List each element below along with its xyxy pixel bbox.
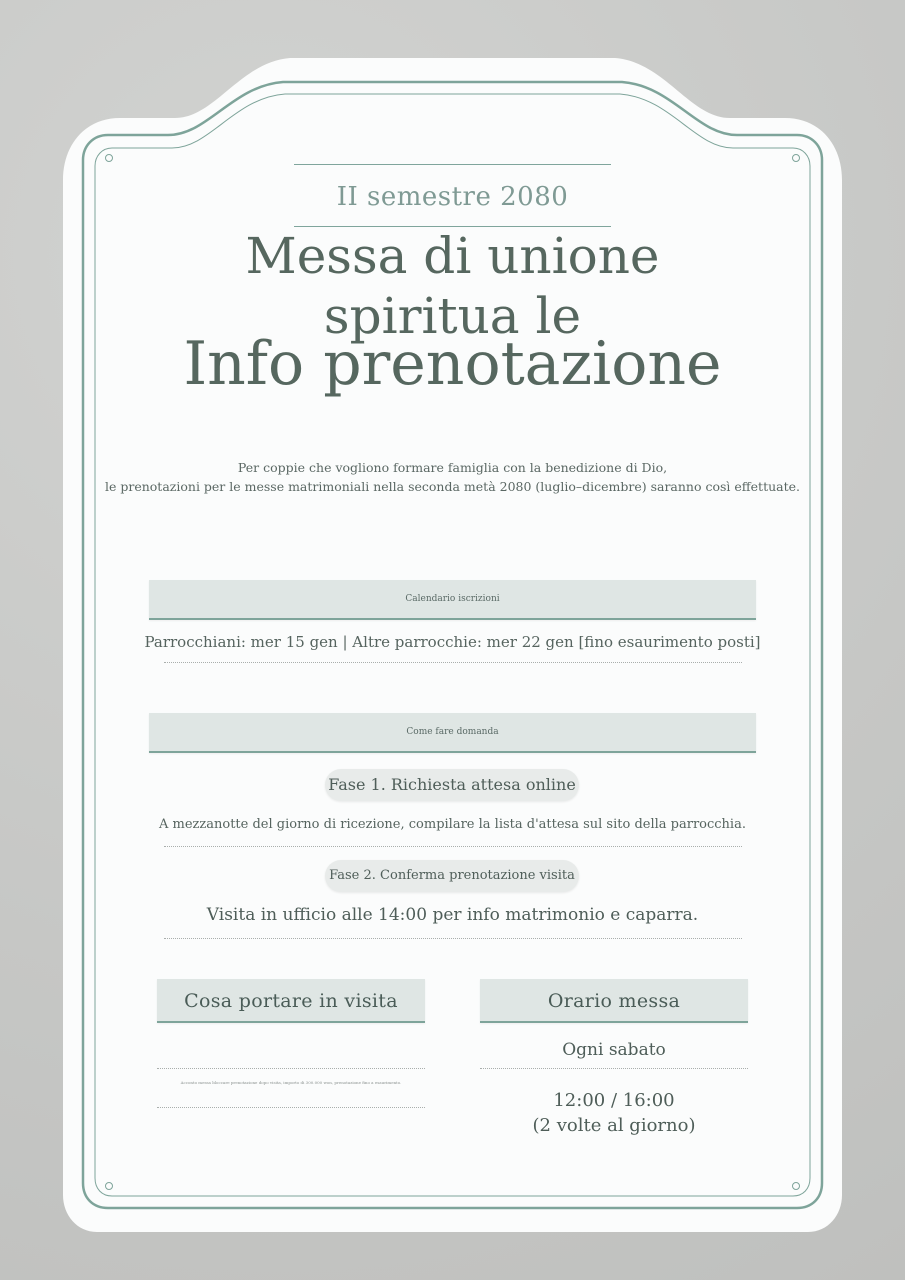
divider [480, 1068, 748, 1069]
intro-line-2: le prenotazioni per le messe matrimoniali nella seconda metà 2080 (luglio–dicembre) saranno così effettuate. [104, 479, 800, 494]
semester-label: II semestre 2080 [336, 182, 569, 212]
header-top-rule [294, 164, 611, 165]
divider [164, 662, 742, 663]
registration-heading: Calendario iscrizioni [149, 580, 756, 620]
page-title: Messa di unione spiritua le [245, 227, 660, 345]
page-subtitle: Info prenotazione [183, 329, 722, 399]
step-2-pill: Fase 2. Conferma prenotazione visita [325, 860, 579, 892]
divider [164, 938, 742, 939]
bring-box-note: Acconto messa bloccare prenotazione dopo visita, importo di 300.000 won, prenotazione fino a esaurimento. [180, 1080, 402, 1085]
how-to-apply-heading: Come fare domanda [149, 713, 756, 753]
step-1-text: A mezzanotte del giorno di ricezione, compilare la lista d'attesa sul sito della parrocchia. [159, 817, 746, 832]
step-2-text: Visita in ufficio alle 14:00 per info matrimonio e caparra. [206, 905, 699, 925]
intro-line-1: Per coppie che vogliono formare famiglia con la benedizione di Dio, [237, 460, 668, 475]
divider [157, 1107, 425, 1108]
divider [164, 846, 742, 847]
mass-frequency: (2 volte al giorno) [532, 1115, 696, 1136]
step-1-pill: Fase 1. Richiesta attesa online [325, 769, 579, 801]
divider [157, 1068, 425, 1069]
intro-text [60, 458, 845, 496]
registration-schedule: Parrocchiani: mer 15 gen | Altre parrocchie: mer 22 gen [fino esaurimento posti] [144, 633, 761, 651]
mass-day: Ogni sabato [562, 1040, 666, 1060]
bring-box-heading: Cosa portare in visita [157, 979, 425, 1023]
mass-times: 12:00 / 16:00 [553, 1090, 675, 1111]
mass-box-heading: Orario messa [480, 979, 748, 1023]
